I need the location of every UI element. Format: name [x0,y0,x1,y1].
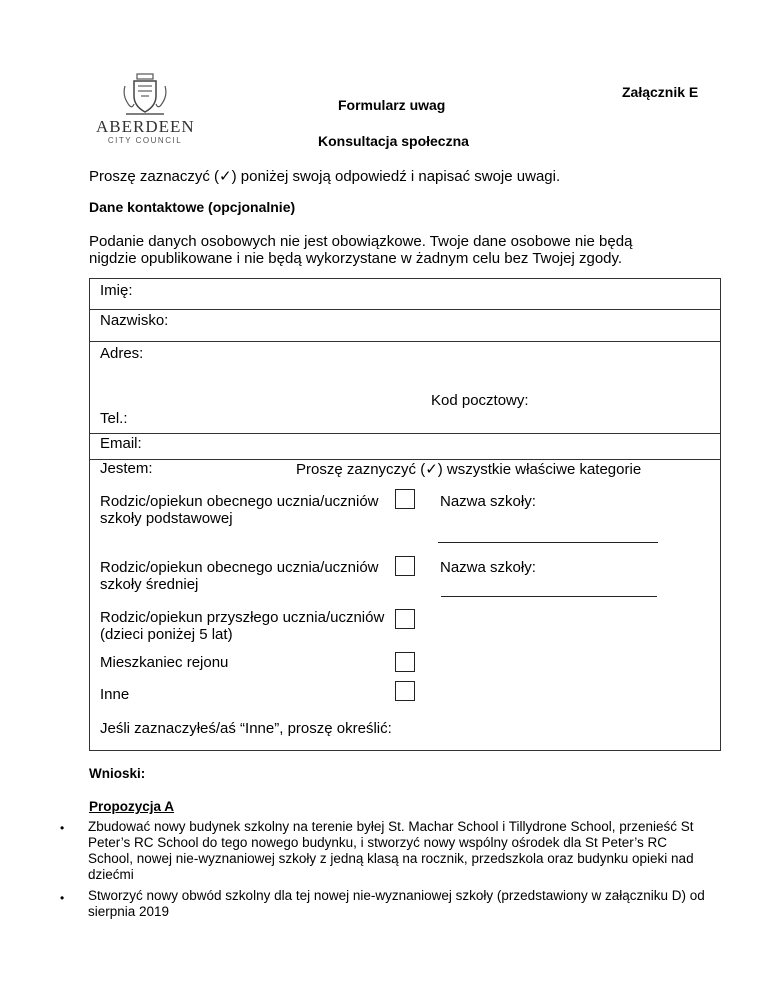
intro-text: Proszę zaznaczyć (✓) poniżej swoją odpowiedź i napisać swoje uwagi. [89,168,561,185]
checkbox-other[interactable] [395,681,415,701]
postcode-field[interactable] [540,389,716,409]
option-future-parent-line1: Rodzic/opiekun przyszłego ucznia/uczniów [100,609,385,626]
name-label: Imię: [100,282,133,299]
logo-subtitle: CITY COUNCIL [107,136,183,145]
name-field[interactable] [170,279,716,309]
contact-heading: Dane kontaktowe (opcjonalnie) [89,199,296,215]
other-specify-label: Jeśli zaznaczyłeś/aś “Inne”, proszę określić: [100,720,392,737]
logo-name: ABERDEEN [96,117,195,136]
other-specify-field[interactable] [410,717,716,741]
email-field[interactable] [150,434,716,459]
school-name-label-2: Nazwa szkoły: [440,559,536,576]
email-label: Email: [100,435,142,452]
option-future-parent-line2: (dzieci poniżej 5 lat) [100,626,233,643]
bullet-marker-2: • [60,891,65,905]
address-label: Adres: [100,345,144,362]
attachment-label: Załącznik E [622,84,699,100]
option-secondary-parent-line1: Rodzic/opiekun obecnego ucznia/uczniów [100,559,379,576]
iam-label: Jestem: [100,460,153,477]
phone-field[interactable] [150,409,716,433]
form-subtitle: Konsultacja społeczna [318,133,469,149]
school-name-line-2[interactable] [441,596,657,597]
proposal-a-bullet-2: Stworzyć nowy obwód szkolny dla tej nowej nie-wyznaniowej szkoły (przedstawiony w załączniku D) od sierpnia 2019 [88,888,705,919]
iam-instruction: Proszę zaznyczyć (✓) wszystkie właściwe kategorie [296,461,642,478]
school-name-label-1: Nazwa szkoły: [440,493,536,510]
checkbox-resident[interactable] [395,652,415,672]
checkbox-primary-parent[interactable] [395,489,415,509]
postcode-label: Kod pocztowy: [431,392,529,409]
bullet-marker-1: • [60,821,65,835]
option-primary-parent-line1: Rodzic/opiekun obecnego ucznia/uczniów [100,493,379,510]
privacy-line-1: Podanie danych osobowych nie jest obowiązkowe. Twoje dane osobowe nie będą [89,233,633,250]
checkbox-secondary-parent[interactable] [395,556,415,576]
form-title: Formularz uwag [338,97,446,113]
proposals-heading: Wnioski: [89,766,146,781]
surname-field[interactable] [190,310,716,341]
option-primary-parent-line2: szkoły podstawowej [100,510,233,527]
school-name-line-1[interactable] [438,542,658,543]
coat-of-arms-icon [120,72,170,118]
proposal-a-title: Propozycja A [89,799,175,814]
council-logo [96,72,194,152]
option-other: Inne [100,686,130,703]
contact-form [89,278,721,751]
proposal-a-bullet-1: Zbudować nowy budynek szkolny na terenie byłej St. Machar School i Tillydrone School, przenieść St Peter’s RC School do tego nowego budynku, i stworzyć nowy wspólny ośrodek dla St Peter’s RC School, nowej nie-wyznaniowej szkoły z jedną klasą na rocznik, przedszkola oraz budynku opieki nad dziećmi [88,819,694,882]
address-field[interactable] [170,342,716,387]
option-resident: Mieszkaniec rejonu [100,654,229,671]
privacy-line-2: nigdzie opublikowane i nie będą wykorzystane w żadnym celu bez Twojej zgody. [89,250,623,267]
surname-label: Nazwisko: [100,312,169,329]
phone-label: Tel.: [100,410,128,427]
checkbox-future-parent[interactable] [395,609,415,629]
option-secondary-parent-line2: szkoły średniej [100,576,199,593]
